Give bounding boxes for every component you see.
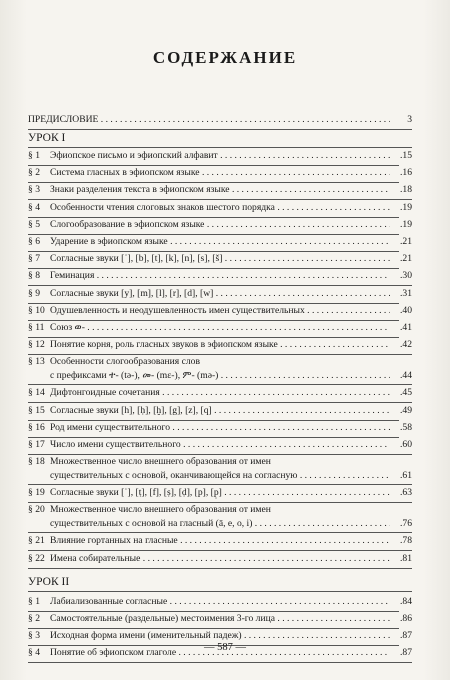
- toc-entry-number: § 22: [28, 552, 45, 564]
- toc-entry[interactable]: [28, 217, 412, 235]
- toc-entry-number: § 12: [28, 339, 45, 351]
- toc-entry-number: § 1: [28, 150, 40, 161]
- toc-entry-number: § 14: [28, 387, 45, 399]
- toc-entry-title-continued: с префиксами ተ- (tə-), መ- (mε-), ም- (mə-) . . .: [50, 368, 390, 383]
- toc-entry-title: Особенности слогообразования слов: [50, 356, 200, 368]
- toc-entry-page: .84: [400, 595, 412, 607]
- toc-entry-number: § 16: [28, 421, 45, 433]
- toc-entry[interactable]: [28, 337, 412, 355]
- toc-entry-title: Исходная форма имени (именительный падеж) . . .: [50, 628, 390, 643]
- toc-entry-title: Система гласных в эфиопском языке . . .: [50, 165, 390, 180]
- toc-entry-number: § 19: [28, 487, 45, 499]
- toc-entry-title-continued: существительных с основой на гласный (ā, e, o, i) . . .: [50, 516, 390, 531]
- toc-entry-page: .15: [400, 150, 412, 161]
- toc-entry-page: .49: [400, 404, 412, 416]
- toc-entry[interactable]: [28, 403, 412, 421]
- toc-entry-page: .81: [400, 552, 412, 564]
- toc-entry-number: § 8: [28, 270, 40, 282]
- toc-entry[interactable]: [28, 485, 412, 503]
- toc-entry[interactable]: [28, 148, 412, 166]
- toc-entry-number: § 18: [28, 456, 45, 468]
- lesson-1-label: УРОК I: [28, 132, 66, 144]
- toc-entry-page: .18: [400, 184, 412, 196]
- toc-entry-page: .63: [400, 487, 412, 499]
- toc-entry-number: § 3: [28, 184, 40, 196]
- toc-entry-title: Число имени существительного . . .: [50, 437, 390, 452]
- toc-preface[interactable]: [28, 112, 412, 130]
- toc-entry-page: .86: [400, 613, 412, 624]
- toc-entry-title: Имена собирательные . . .: [50, 551, 390, 566]
- toc-entry-number: § 20: [28, 504, 45, 516]
- toc-entry[interactable]: [28, 200, 412, 218]
- toc-entry-number: § 9: [28, 287, 40, 299]
- toc-entry-number: § 11: [28, 322, 45, 333]
- toc-entry-title: Ударение в эфиопском языке . . .: [50, 234, 390, 249]
- toc-entry-page: .19: [400, 218, 412, 230]
- toc-entry[interactable]: [28, 533, 412, 551]
- toc-entry-title: Геминация . . .: [50, 268, 390, 283]
- toc-entry[interactable]: [28, 420, 412, 438]
- toc-entry-page: .40: [400, 304, 412, 316]
- page-title: СОДЕРЖАНИЕ: [152, 48, 298, 67]
- toc-entry[interactable]: [28, 354, 412, 385]
- toc-entry-page: .78: [400, 535, 412, 547]
- toc-entry-title: Множественное число внешнего образования от имен: [50, 456, 271, 468]
- toc-entry-page: .45: [400, 387, 412, 399]
- toc-entry[interactable]: [28, 502, 412, 533]
- toc-entry-title: Понятие корня, роль гласных звуков в эфиопском языке . . .: [50, 337, 390, 352]
- toc-entry-page: .30: [400, 270, 412, 282]
- toc-entry-number: § 4: [28, 201, 40, 213]
- toc-entry-number: § 4: [28, 647, 40, 659]
- toc-entry-title: Знаки разделения текста в эфиопском языке . . .: [50, 182, 390, 197]
- toc-entry[interactable]: [28, 182, 412, 200]
- toc-entry-number: § 13: [28, 356, 45, 368]
- toc-entry[interactable]: [28, 286, 412, 304]
- toc-entry-number: § 5: [28, 218, 40, 230]
- toc-entry-number: § 17: [28, 439, 45, 450]
- toc-entry-page: .31: [400, 287, 412, 299]
- lesson-2-heading: [28, 574, 412, 592]
- toc-entry-title: Согласные звуки [ʿ], [ṭ], [f], [ṣ], [ḍ], [p], [p̣] . . .: [50, 485, 390, 500]
- toc-entry-number: § 10: [28, 304, 45, 316]
- toc-entry[interactable]: [28, 594, 412, 612]
- toc-entry-title: Одушевленность и неодушевленность имен существительных . . .: [50, 303, 390, 318]
- toc-entry[interactable]: [28, 611, 412, 629]
- toc-entry-page: .87: [400, 647, 412, 659]
- lesson-2-label: УРОК II: [28, 575, 70, 588]
- toc-entry[interactable]: [28, 234, 412, 252]
- lesson-1-heading: [28, 130, 412, 148]
- toc-entry-number: § 1: [28, 595, 40, 607]
- toc-entry-page: .19: [400, 201, 412, 213]
- toc-entry-page: .16: [400, 167, 412, 179]
- toc-entry-title: Самостоятельные (раздельные) местоимения 3-го лица . . .: [50, 611, 390, 626]
- toc-entry-title: Согласные звуки [y], [m], [l], [r], [d], [w] . . .: [50, 286, 390, 301]
- toc-entry-page: .61: [400, 470, 412, 482]
- toc-entry[interactable]: [28, 551, 412, 569]
- toc-entry-title: Согласные звуки [ʾ], [b], [t], [k], [n], [s], [š] . . .: [50, 251, 390, 266]
- toc-preface-label: ПРЕДИСЛОВИЕ . . .: [28, 112, 390, 127]
- toc-entry-page: .76: [400, 518, 412, 530]
- toc-entry-title: Слогообразование в эфиопском языке . . .: [50, 217, 390, 232]
- toc-entry-number: § 15: [28, 404, 45, 416]
- toc-entry-title: Влияние гортанных на гласные . . .: [50, 533, 390, 548]
- toc-entry-page: .44: [400, 370, 412, 382]
- toc-entry-title: Дифтонгоидные сочетания . . .: [50, 385, 390, 400]
- toc-entry[interactable]: [28, 437, 412, 455]
- toc-entry-page: .21: [400, 236, 412, 247]
- toc-entry-number: § 2: [28, 167, 40, 179]
- toc-entry-number: § 6: [28, 236, 40, 247]
- toc-entry-page: .42: [400, 339, 412, 351]
- toc-entry-title: Согласные звуки [h], [ḥ], [ḫ], [g], [z], [q] . . .: [50, 403, 390, 418]
- toc-entry-title-continued: существительных с основой, оканчивающейся на согласную . . .: [50, 468, 390, 483]
- toc-entry[interactable]: [28, 303, 412, 321]
- toc-entry[interactable]: [28, 385, 412, 403]
- toc-entry-number: § 21: [28, 535, 45, 547]
- toc-entry-number: § 7: [28, 253, 40, 265]
- toc-entry-page: .41: [400, 322, 412, 333]
- page-number: — 587 —: [204, 642, 246, 653]
- toc-entry-title: Лабиализованные согласные . . .: [50, 594, 390, 609]
- toc-entry[interactable]: [28, 268, 412, 286]
- toc-entry[interactable]: [28, 251, 412, 269]
- toc-entry-title: Особенности чтения слоговых знаков шестого порядка . . .: [50, 200, 390, 215]
- toc-entry-page: .58: [400, 421, 412, 433]
- toc-entry-title: Понятие об эфиопском глаголе . . .: [50, 645, 390, 660]
- toc-entry[interactable]: [28, 454, 412, 485]
- toc-entry-page: .60: [400, 439, 412, 450]
- toc-preface-page: 3: [407, 114, 412, 125]
- toc-entry-title: Множественное число внешнего образования от имен: [50, 504, 271, 516]
- toc-entry[interactable]: [28, 320, 412, 338]
- toc-entry-title: Союз ወ- . . .: [50, 320, 390, 335]
- toc-entry-number: § 2: [28, 613, 40, 624]
- toc-entry-page: .87: [400, 630, 412, 642]
- toc-entry-number: § 3: [28, 630, 40, 642]
- toc-entry-title: Эфиопское письмо и эфиопский алфавит . . .: [50, 148, 390, 163]
- toc-entry[interactable]: [28, 165, 412, 183]
- toc-entry-page: .21: [400, 253, 412, 265]
- toc-entry-title: Род имени существительного . . .: [50, 420, 390, 435]
